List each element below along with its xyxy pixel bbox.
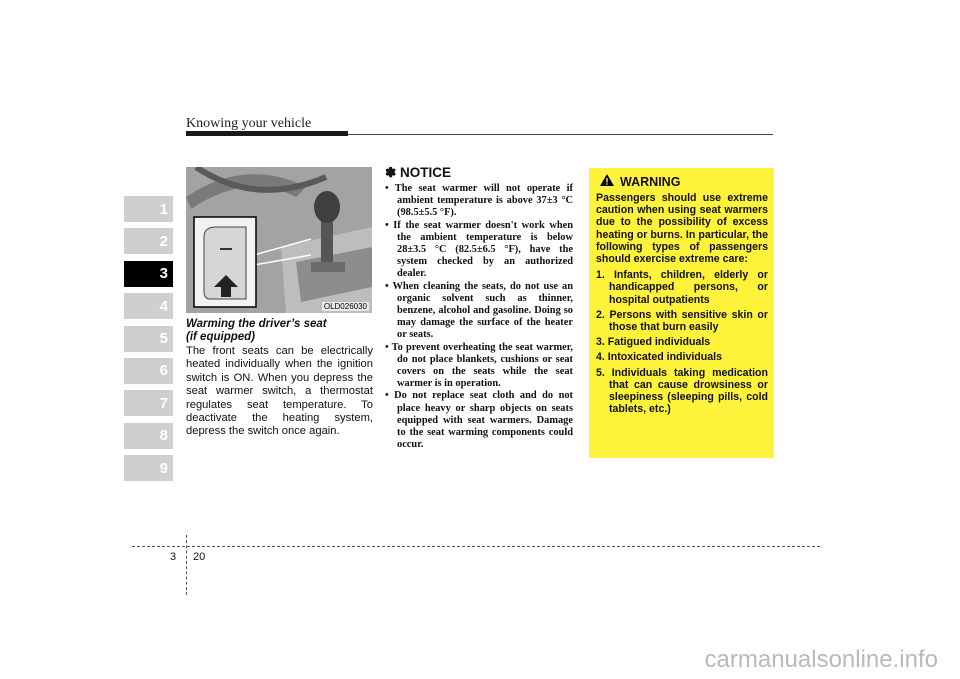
notice-item: • If the seat warmer doesn't work when the ambient temperature is below 28±3.5 °C (82.5±6.5 °F), have the system checked by an authorized dealer. [385, 219, 573, 280]
figure-code: OLD026030 [323, 302, 367, 311]
chapter-tab-3[interactable]: 3 [124, 261, 173, 287]
seat-warmer-figure [186, 167, 372, 313]
warning-item: 3. Fatigued individuals [596, 336, 711, 349]
warning-triangle-icon [600, 174, 614, 189]
notice-list [385, 183, 573, 451]
warning-item: 5. Individuals taking medication that can cause drowsiness or sleepiness (sleeping pills, cold tablets, etc.) [596, 366, 768, 416]
page-number: 20 [193, 551, 206, 563]
notice-item: • Do not replace seat cloth and do not place heavy or sharp objects on seats equipped with seat warmers. Damage to the seat warming components could occur. [385, 390, 573, 451]
warning-intro: Passengers should use extreme caution when using seat warmers due to the possibility of excess heating or burns. In particular, the following types of passengers should exercise extreme care: [596, 192, 768, 266]
warning-list [596, 269, 768, 415]
chapter-tabs [124, 196, 173, 488]
chapter-tab-4[interactable]: 4 [124, 293, 173, 319]
chapter-tab-6[interactable]: 6 [124, 358, 173, 384]
chapter-tab-8[interactable]: 8 [124, 423, 173, 449]
chapter-tab-1[interactable]: 1 [124, 196, 173, 222]
chapter-tab-5[interactable]: 5 [124, 326, 173, 352]
chapter-tab-7[interactable]: 7 [124, 390, 173, 416]
warning-item: 4. Intoxicated individuals [596, 351, 722, 364]
seat-warmer-illustration [186, 167, 372, 313]
warning-title: WARNING [620, 174, 681, 189]
section-heading [186, 318, 376, 344]
notice-item: • The seat warmer will not operate if ambient temperature is above 37±3 °C (98.5±5.5 °F). [385, 183, 573, 219]
section-body: The front seats can be electrically heated individually when the ignition switch is ON. When you depress the seat warmer switch, a thermostat regulates seat temperature. To deactivate the heating system, depress the switch once again. [186, 345, 373, 438]
notice-box [385, 165, 573, 451]
warning-box [589, 168, 774, 458]
footer-divider [186, 535, 187, 595]
watermark: carmanualsonline.info [704, 646, 938, 673]
section-heading-line2: (if equipped) [186, 331, 255, 343]
footer-rule [132, 546, 820, 547]
notice-item: • When cleaning the seats, do not use an organic solvent such as thinner, benzene, alcohol and gasoline. Doing so may damage the surface of the heater or seats. [385, 280, 573, 341]
page-chapter: 3 [170, 551, 177, 563]
chapter-tab-2[interactable]: 2 [124, 228, 173, 254]
warning-item: 1. Infants, children, elderly or handicapped persons, or hospital outpatients [596, 269, 768, 306]
header-title: Knowing your vehicle [186, 116, 312, 131]
header-bar [186, 131, 348, 136]
section-heading-line1: Warming the driver’s seat [186, 318, 327, 330]
header-rule [348, 134, 773, 135]
notice-item: • To prevent overheating the seat warmer, do not place blankets, cushions or seat covers on the seats while the seat warmer is in operation. [385, 341, 573, 390]
warning-item: 2. Persons with sensitive skin or those that burn easily [596, 308, 768, 334]
notice-title: ✽ NOTICE [385, 165, 452, 180]
chapter-tab-9[interactable]: 9 [124, 455, 173, 481]
warning-header [596, 174, 768, 189]
